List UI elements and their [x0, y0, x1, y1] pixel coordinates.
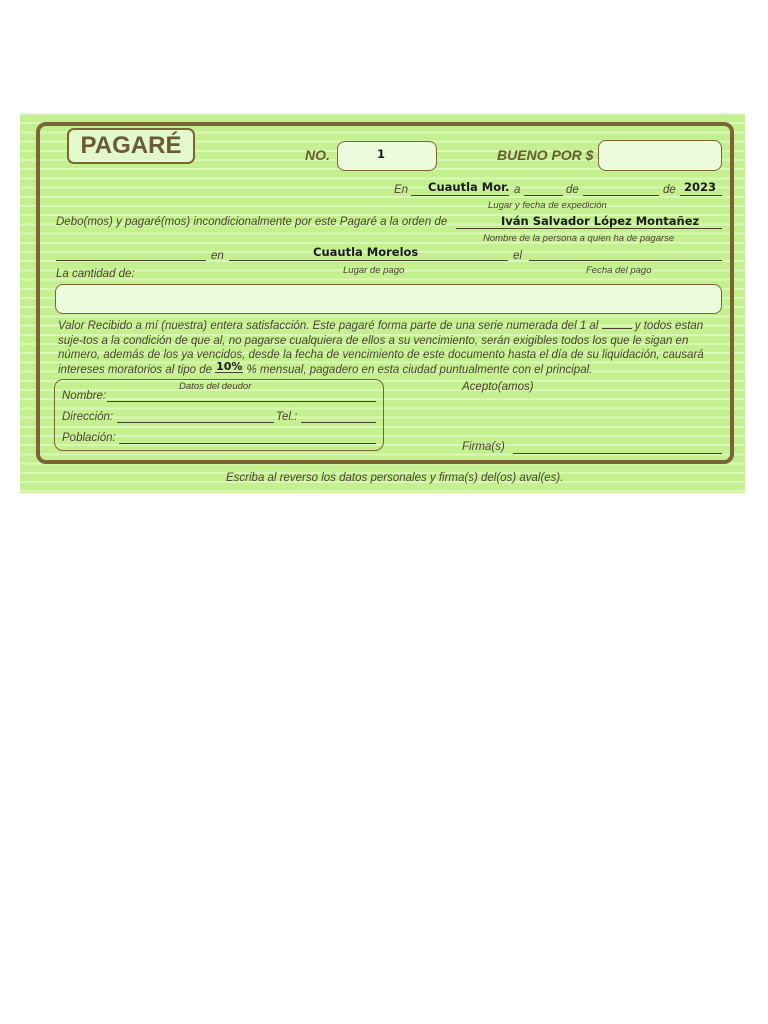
- month-line[interactable]: [583, 195, 659, 196]
- payment-place-value: Cuautla Morelos: [313, 245, 419, 259]
- document-title: PAGARÉ: [67, 128, 195, 164]
- debo-text: Debo(mos) y pagaré(mos) incondicionalmente por este Pagaré a la orden de: [56, 216, 448, 228]
- cantidad-label: La cantidad de:: [56, 268, 135, 280]
- de-label-1: de: [566, 184, 579, 196]
- tel-line[interactable]: [301, 422, 376, 423]
- amount-words-line[interactable]: [56, 260, 206, 261]
- place-value: Cuautla Mor.: [428, 180, 510, 194]
- poblacion-line[interactable]: [119, 443, 376, 444]
- series-end-line[interactable]: [602, 318, 632, 329]
- a-label: a: [514, 184, 521, 196]
- nombre-line[interactable]: [107, 401, 376, 402]
- bueno-por-label: BUENO POR $: [497, 147, 594, 163]
- no-field[interactable]: [337, 141, 437, 171]
- place-line[interactable]: [411, 195, 509, 196]
- payee-line[interactable]: [456, 228, 722, 229]
- payment-place-caption: Lugar de pago: [343, 265, 405, 276]
- payee-value: Iván Salvador López Montañez: [501, 214, 700, 228]
- day-line[interactable]: [524, 195, 563, 196]
- firma-label: Firma(s): [462, 441, 505, 453]
- year-value: 2023: [684, 180, 717, 194]
- interest-value[interactable]: 10%: [216, 359, 243, 373]
- el-label: el: [513, 250, 522, 262]
- quantity-field[interactable]: [55, 284, 722, 314]
- tel-label: Tel.:: [276, 411, 298, 423]
- no-value: 1: [377, 147, 386, 161]
- terms-part-1: Valor Recibido a mí (nuestra) entera satisfacción. Este pagaré forma parte de una serie numerada del 1 al: [58, 320, 599, 332]
- en-label-2: en: [211, 250, 224, 262]
- signature-line[interactable]: [513, 453, 722, 454]
- poblacion-label: Población:: [62, 432, 116, 444]
- terms-part-3: % mensual, pagadero en esta ciudad puntualmente con el principal.: [246, 363, 593, 376]
- payment-date-caption: Fecha del pago: [586, 265, 652, 276]
- payee-caption: Nombre de la persona a quien ha de pagarse: [483, 233, 675, 244]
- debtor-caption: Datos del deudor: [179, 381, 252, 392]
- direccion-line[interactable]: [117, 422, 274, 423]
- terms-paragraph: [58, 318, 724, 377]
- no-label: NO.: [305, 147, 330, 163]
- payment-place-line[interactable]: [229, 260, 508, 261]
- place-date-caption: Lugar y fecha de expedición: [488, 200, 607, 211]
- payment-date-line[interactable]: [529, 260, 722, 261]
- en-label: En: [394, 184, 409, 196]
- year-line[interactable]: [680, 195, 722, 196]
- terms-part-2: y todos estan suje-tos a la condición de que al, no pagarse cualquiera de ellos a su vencimiento, serán exigibles todos los que le sigan en número, además de los ya vencidos, desde la fecha de vencimiento de este documento hasta el día de su liquidación, causará intereses moratorios al tipo de: [58, 320, 704, 376]
- nombre-label: Nombre:: [62, 390, 107, 402]
- footer-note: Escriba al reverso los datos personales y firma(s) del(os) aval(es).: [226, 472, 564, 484]
- de-label-2: de: [663, 184, 676, 196]
- acepto-label: Acepto(amos): [462, 381, 534, 393]
- amount-field[interactable]: [598, 140, 722, 171]
- direccion-label: Dirección:: [62, 411, 114, 423]
